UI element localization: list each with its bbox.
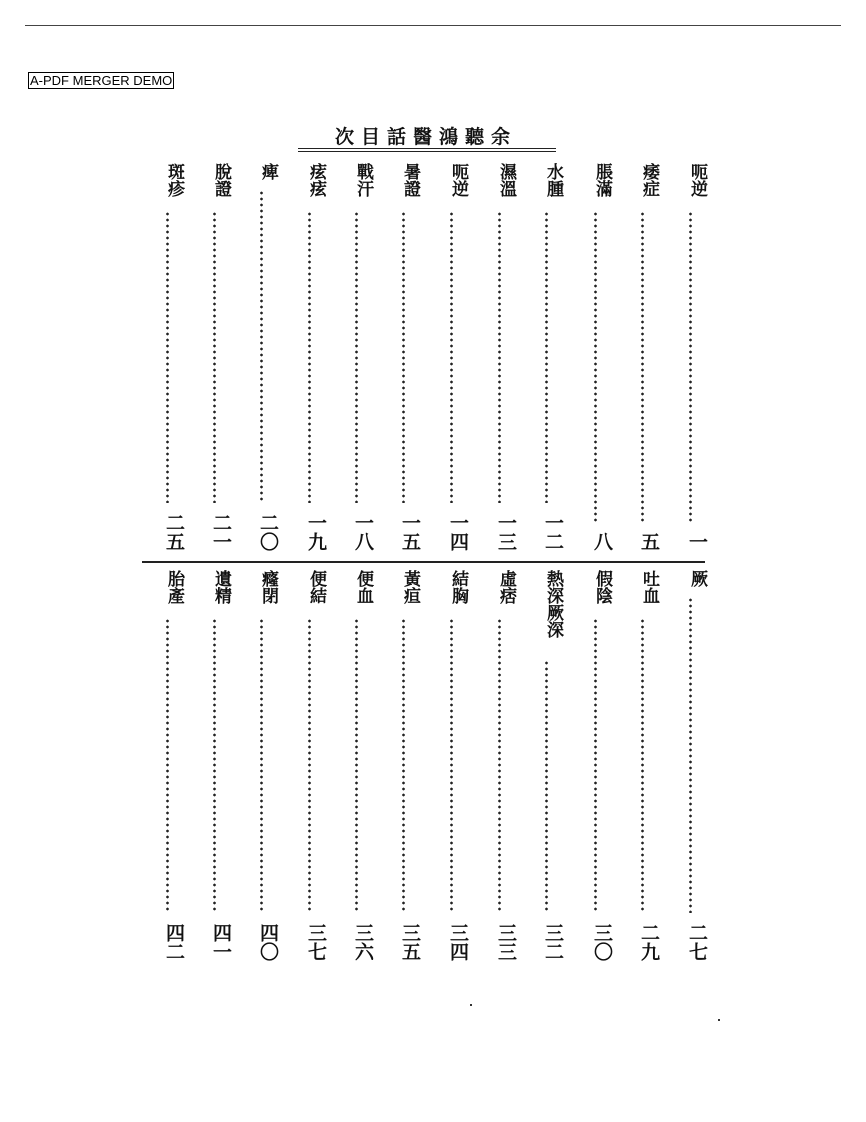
dot-leader bbox=[213, 618, 216, 913]
toc-entry-title: 吐血 bbox=[639, 570, 659, 604]
toc-entry bbox=[341, 163, 373, 551]
toc-entry bbox=[199, 570, 231, 961]
dot-leader bbox=[641, 618, 644, 913]
dot-leader bbox=[402, 618, 405, 913]
toc-entry-title: 脫證 bbox=[211, 163, 231, 197]
toc-page-number: 一八 bbox=[352, 513, 374, 551]
toc-page-number: 二九 bbox=[638, 923, 660, 961]
toc-entry-title: 痿症 bbox=[639, 163, 659, 197]
toc-page-number: 一二 bbox=[542, 513, 564, 551]
top-rule bbox=[25, 25, 841, 26]
toc-entry bbox=[436, 163, 468, 551]
toc-entry bbox=[388, 570, 420, 961]
toc-page-number: 一四 bbox=[447, 513, 469, 551]
toc-entry-title: 假陰 bbox=[592, 570, 612, 604]
toc-entry-title: 遺精 bbox=[211, 570, 231, 604]
toc-entry-title: 水腫 bbox=[543, 163, 563, 197]
toc-page-number: 二五 bbox=[163, 513, 185, 551]
toc-entry bbox=[627, 570, 659, 961]
scan-speck bbox=[718, 1019, 720, 1021]
dot-leader bbox=[355, 618, 358, 913]
dot-leader bbox=[545, 211, 548, 503]
toc-entry bbox=[152, 163, 184, 551]
toc-entry bbox=[675, 163, 707, 551]
toc-page-number: 四一 bbox=[210, 923, 232, 961]
dot-leader bbox=[308, 211, 311, 503]
toc-entry-title: 胎產 bbox=[164, 570, 184, 604]
toc-page-number: 三七 bbox=[305, 923, 327, 961]
toc-page-number: 四〇 bbox=[257, 923, 279, 961]
toc-entry-title: 呃逆 bbox=[687, 163, 707, 197]
toc-entry-title: 痃痃 bbox=[306, 163, 326, 197]
dot-leader bbox=[260, 190, 263, 503]
toc-page-number: 八 bbox=[591, 532, 613, 551]
toc-entry-title: 暑證 bbox=[400, 163, 420, 197]
toc-entry bbox=[627, 163, 659, 551]
title-underline bbox=[298, 151, 556, 152]
toc-entry-title: 便血 bbox=[353, 570, 373, 604]
toc-entry-title: 癃閉 bbox=[258, 570, 278, 604]
toc-entry bbox=[246, 570, 278, 961]
dot-leader bbox=[594, 211, 597, 524]
toc-entry-title: 便結 bbox=[306, 570, 326, 604]
dot-leader bbox=[689, 597, 692, 913]
dot-leader bbox=[450, 211, 453, 503]
dot-leader bbox=[260, 618, 263, 913]
toc-page-number: 二七 bbox=[686, 923, 708, 961]
toc-entry bbox=[341, 570, 373, 961]
toc-page-number: 一五 bbox=[399, 513, 421, 551]
dot-leader bbox=[308, 618, 311, 913]
toc-entry bbox=[531, 570, 563, 961]
toc-entry bbox=[199, 163, 231, 551]
dot-leader bbox=[355, 211, 358, 503]
toc-page-number: 三三 bbox=[495, 923, 517, 961]
toc-page-number: 三六 bbox=[352, 923, 374, 961]
toc-page-number: 三〇 bbox=[591, 923, 613, 961]
toc-entry-title: 斑疹 bbox=[164, 163, 184, 197]
toc-entry bbox=[675, 570, 707, 961]
toc-page-number: 一三 bbox=[495, 513, 517, 551]
toc-entry bbox=[388, 163, 420, 551]
toc-entry bbox=[152, 570, 184, 961]
demo-watermark-banner: A-PDF MERGER DEMO bbox=[30, 73, 173, 88]
scan-speck bbox=[470, 1004, 472, 1006]
toc-page-number: 二一 bbox=[210, 513, 232, 551]
toc-entry-title: 熱深厥深 bbox=[543, 570, 563, 638]
toc-entry bbox=[436, 570, 468, 961]
dot-leader bbox=[166, 618, 169, 913]
toc-page-number: 一九 bbox=[305, 513, 327, 551]
dot-leader bbox=[498, 211, 501, 503]
toc-entry bbox=[580, 570, 612, 961]
title-underline bbox=[298, 148, 556, 149]
toc-entry-title: 痺 bbox=[258, 163, 278, 180]
toc-entry bbox=[484, 163, 516, 551]
toc-entry-title: 脹滿 bbox=[592, 163, 612, 197]
dot-leader bbox=[594, 618, 597, 913]
toc-page-number: 三五 bbox=[399, 923, 421, 961]
toc-entry-title: 黃疸 bbox=[400, 570, 420, 604]
dot-leader bbox=[641, 211, 644, 524]
toc-entry bbox=[580, 163, 612, 551]
toc-entry bbox=[246, 163, 278, 551]
toc-entry-title: 呃逆 bbox=[448, 163, 468, 197]
toc-page-number: 三四 bbox=[447, 923, 469, 961]
toc-page-number: 四二 bbox=[163, 923, 185, 961]
dot-leader bbox=[545, 660, 548, 913]
dot-leader bbox=[166, 211, 169, 503]
toc-page-number: 三二 bbox=[542, 923, 564, 961]
toc-entry bbox=[484, 570, 516, 961]
dot-leader bbox=[498, 618, 501, 913]
page-title: 余聽鴻醫話目次 bbox=[334, 126, 517, 148]
toc-page-number: 一 bbox=[686, 532, 708, 551]
toc-page-number: 二〇 bbox=[257, 513, 279, 551]
toc-entry-title: 戰汗 bbox=[353, 163, 373, 197]
toc-entry bbox=[294, 163, 326, 551]
dot-leader bbox=[213, 211, 216, 503]
dot-leader bbox=[450, 618, 453, 913]
dot-leader bbox=[689, 211, 692, 524]
toc-entry bbox=[531, 163, 563, 551]
toc-entry-title: 濕溫 bbox=[496, 163, 516, 197]
toc-entry bbox=[294, 570, 326, 961]
toc-entry-title: 厥 bbox=[687, 570, 707, 587]
toc-entry-title: 結胸 bbox=[448, 570, 468, 604]
section-divider bbox=[142, 561, 705, 563]
dot-leader bbox=[402, 211, 405, 503]
toc-page-number: 五 bbox=[638, 532, 660, 551]
toc-entry-title: 虛痞 bbox=[496, 570, 516, 604]
